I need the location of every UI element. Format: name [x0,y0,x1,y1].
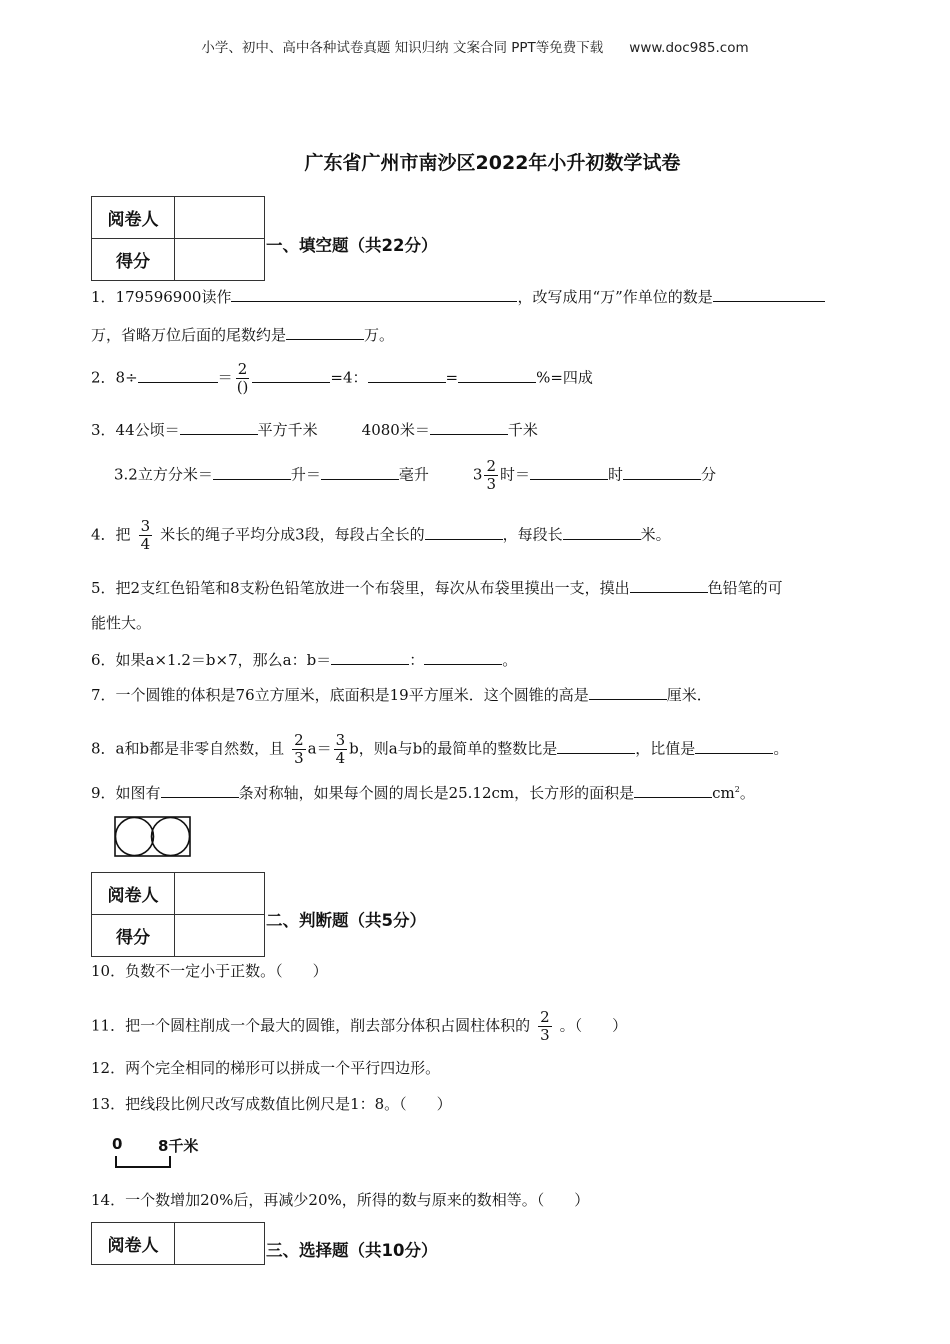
q6-text-b: ： [409,651,425,669]
question-10 [91,961,328,981]
question-5-line-2 [91,613,151,633]
q3-text-d: 千米 [507,421,538,439]
q3-text-k: 分 [701,465,717,484]
banner-text: 小学、初中、高中各种试卷真题 知识归纳 文案合同 PPT等免费下载 [201,40,604,56]
score-table-2 [91,872,265,957]
q6-text-c: 。 [502,651,518,669]
q11-text-b: 。（ ） [559,1016,628,1035]
q1-text-d: 万。 [364,326,395,344]
section-heading-2: 二、判断题（共5分） [266,911,426,930]
q6-blank-2[interactable] [424,649,502,665]
q8-f2-den: 4 [335,749,346,767]
q9-text-b: 条对称轴，如果每个圆的周长是25.12cm，长方形的面积是 [238,784,635,802]
q3-text-b: 平方千米 [257,421,318,439]
q9-text-d: 。 [739,784,755,802]
q7-text-a: 一个圆锥的体积是76立方厘米，底面积是19平方厘米．这个圆锥的高是 [115,686,589,704]
q11-frac-num: 2 [540,1008,550,1026]
q2-blank-4[interactable] [458,367,536,383]
reviewer-label: 阅卷人 [92,873,175,915]
score-table-1 [91,196,265,281]
q4-blank-1[interactable] [425,524,503,540]
q9-sup: 2 [734,785,740,794]
q8-text-d: ，比值是 [635,739,696,758]
question-1-line-2 [91,324,394,345]
q2-fraction [235,361,251,396]
q9-circle-left [116,818,154,856]
q2-frac-num: 2 [237,360,248,378]
q8-blank-2[interactable] [695,738,773,754]
q6-num: 6． [91,651,116,669]
q4-frac-den: 4 [140,535,151,553]
question-4 [91,518,671,553]
q4-fraction [139,518,153,553]
q5-text-c: 能性大。 [91,614,152,632]
q10-num: 10． [91,962,126,980]
q2-text-d: = [445,368,459,387]
q2-blank-2[interactable] [252,367,330,383]
q6-text-a: 如果a×1.2＝b×7，那么a：b＝ [115,651,332,669]
scale-bar-line [116,1156,170,1167]
q4-text-b: 米长的绳子平均分成3段，每段占全长的 [160,525,425,544]
q1-blank-1[interactable] [231,286,517,302]
q12-num: 12． [91,1059,126,1077]
q1-blank-2[interactable] [713,286,825,302]
q2-num: 2． [91,368,116,387]
q5-num: 5． [91,579,116,597]
score-label: 得分 [92,239,175,281]
reviewer-cell[interactable] [175,1223,265,1265]
q3-text-e: 3.2立方分米＝ [114,465,213,484]
q9-rectangle [115,817,190,856]
question-2 [91,361,593,396]
score-table-3 [91,1222,265,1265]
q8-blank-1[interactable] [557,738,635,754]
q8-text-a: a和b都是非零自然数，且 [115,739,285,758]
q3-blank-1[interactable] [180,419,258,435]
q8-text-c: b，则a与b的最简单的整数比是 [349,739,558,758]
q12-text: 两个完全相同的梯形可以拼成一个平行四边形。 [125,1059,441,1077]
scale-bar [114,1154,174,1170]
scale-zero-label: 0 [112,1135,123,1153]
q1-text-c: 万，省略万位后面的尾数约是 [91,326,287,344]
section-heading-3: 三、选择题（共10分） [266,1241,438,1260]
question-3-line-2 [114,458,716,493]
q2-frac-den: () [236,378,249,396]
q5-blank-1[interactable] [630,577,708,593]
question-5 [91,577,783,598]
q8-fraction-2 [334,732,348,767]
q8-fraction-1 [292,732,306,767]
page-title: 广东省广州市南沙区2022年小升初数学试卷 [304,152,681,174]
header-banner [0,36,950,56]
q11-text-a: 把一个圆柱削成一个最大的圆锥，削去部分体积占圆柱体积的 [125,1016,531,1035]
question-3 [91,419,538,440]
question-6 [91,649,517,670]
q8-num: 8． [91,739,116,758]
q8-f2-num: 3 [335,731,346,749]
question-7 [91,684,712,705]
q3-text-g: 毫升 [398,465,429,484]
question-11 [91,1009,627,1044]
reviewer-cell[interactable] [175,197,265,239]
q5-text-a: 把2支红色铅笔和8支粉色铅笔放进一个布袋里，每次从布袋里摸出一支，摸出 [115,579,630,597]
question-14 [91,1190,589,1210]
scale-km-label: 8千米 [158,1137,199,1155]
q8-f1-num: 2 [294,731,304,749]
q9-blank-2[interactable] [634,782,712,798]
q3-text-a: 44公顷＝ [115,421,180,439]
reviewer-label: 阅卷人 [92,1223,175,1265]
q9-num: 9． [91,784,116,802]
q2-text-e: %=四成 [536,368,593,387]
q8-f1-den: 3 [294,749,304,767]
q11-fraction [538,1009,552,1044]
q3-text-f: 升＝ [290,465,321,484]
q3-text-i: 时＝ [499,465,530,484]
q4-blank-2[interactable] [563,524,641,540]
q4-text-c: ，每段长 [502,525,563,544]
q2-blank-3[interactable] [368,367,446,383]
score-cell[interactable] [175,239,265,281]
score-label: 得分 [92,915,175,957]
question-12 [91,1058,440,1078]
q7-text-b: 厘米． [666,686,712,704]
q2-text-a: 8÷ [115,368,138,387]
q11-num: 11． [91,1016,126,1035]
q3-blank-2[interactable] [430,419,508,435]
section-heading-1: 一、填空题（共22分） [266,236,438,255]
q1-blank-3[interactable] [286,324,364,340]
q9-text-a: 如图有 [115,784,161,802]
q9-blank-1[interactable] [161,782,239,798]
q3-num: 3． [91,421,116,439]
banner-url[interactable]: www.doc985.com [629,40,749,56]
q3-blank-6[interactable] [623,464,701,480]
q1-num: 1． [91,288,116,306]
q1-text-b: ，改写成用“万”作单位的数是 [517,288,713,306]
question-13 [91,1094,452,1114]
q13-num: 13． [91,1095,126,1113]
q3-text-j: 时 [608,465,624,484]
q9-figure [113,815,193,859]
q7-blank-1[interactable] [589,684,667,700]
q3-mixed-whole: 3 [472,465,483,484]
question-1 [91,286,825,307]
q4-num: 4． [91,525,116,544]
q2-blank-1[interactable] [138,367,218,383]
q11-frac-den: 3 [540,1026,550,1044]
q2-text-b: ＝ [217,368,233,387]
question-9 [91,780,755,803]
q3-blank-3[interactable] [213,464,291,480]
q4-text-d: 米。 [640,525,671,544]
q9-text-c: cm [712,784,735,802]
q3-blank-5[interactable] [530,464,608,480]
q3-mixed-fraction [484,458,498,493]
q14-num: 14． [91,1191,126,1209]
q9-circle-right [152,818,190,856]
score-cell[interactable] [175,915,265,957]
q8-text-e: 。 [773,739,789,758]
q3-blank-4[interactable] [321,464,399,480]
q1-text-a: 179596900读作 [115,288,232,306]
q6-blank-1[interactable] [331,649,409,665]
q14-text: 一个数增加20%后，再减少20%，所得的数与原来的数相等。（ ） [125,1191,590,1209]
q13-text: 把线段比例尺改写成数值比例尺是1：8。（ ） [125,1095,452,1113]
reviewer-cell[interactable] [175,873,265,915]
q8-text-b: a＝ [307,739,332,758]
q4-text-a: 把 [115,525,131,544]
q3-frac-num: 2 [486,457,496,475]
q7-num: 7． [91,686,116,704]
q3-frac-den: 3 [486,475,496,493]
question-8 [91,732,788,767]
q4-frac-num: 3 [140,517,151,535]
q3-text-c: 4080米＝ [361,421,430,439]
q2-text-c: =4： [330,368,368,387]
reviewer-label: 阅卷人 [92,197,175,239]
q10-text: 负数不一定小于正数。（ ） [125,962,328,980]
q5-text-b: 色铅笔的可 [707,579,783,597]
